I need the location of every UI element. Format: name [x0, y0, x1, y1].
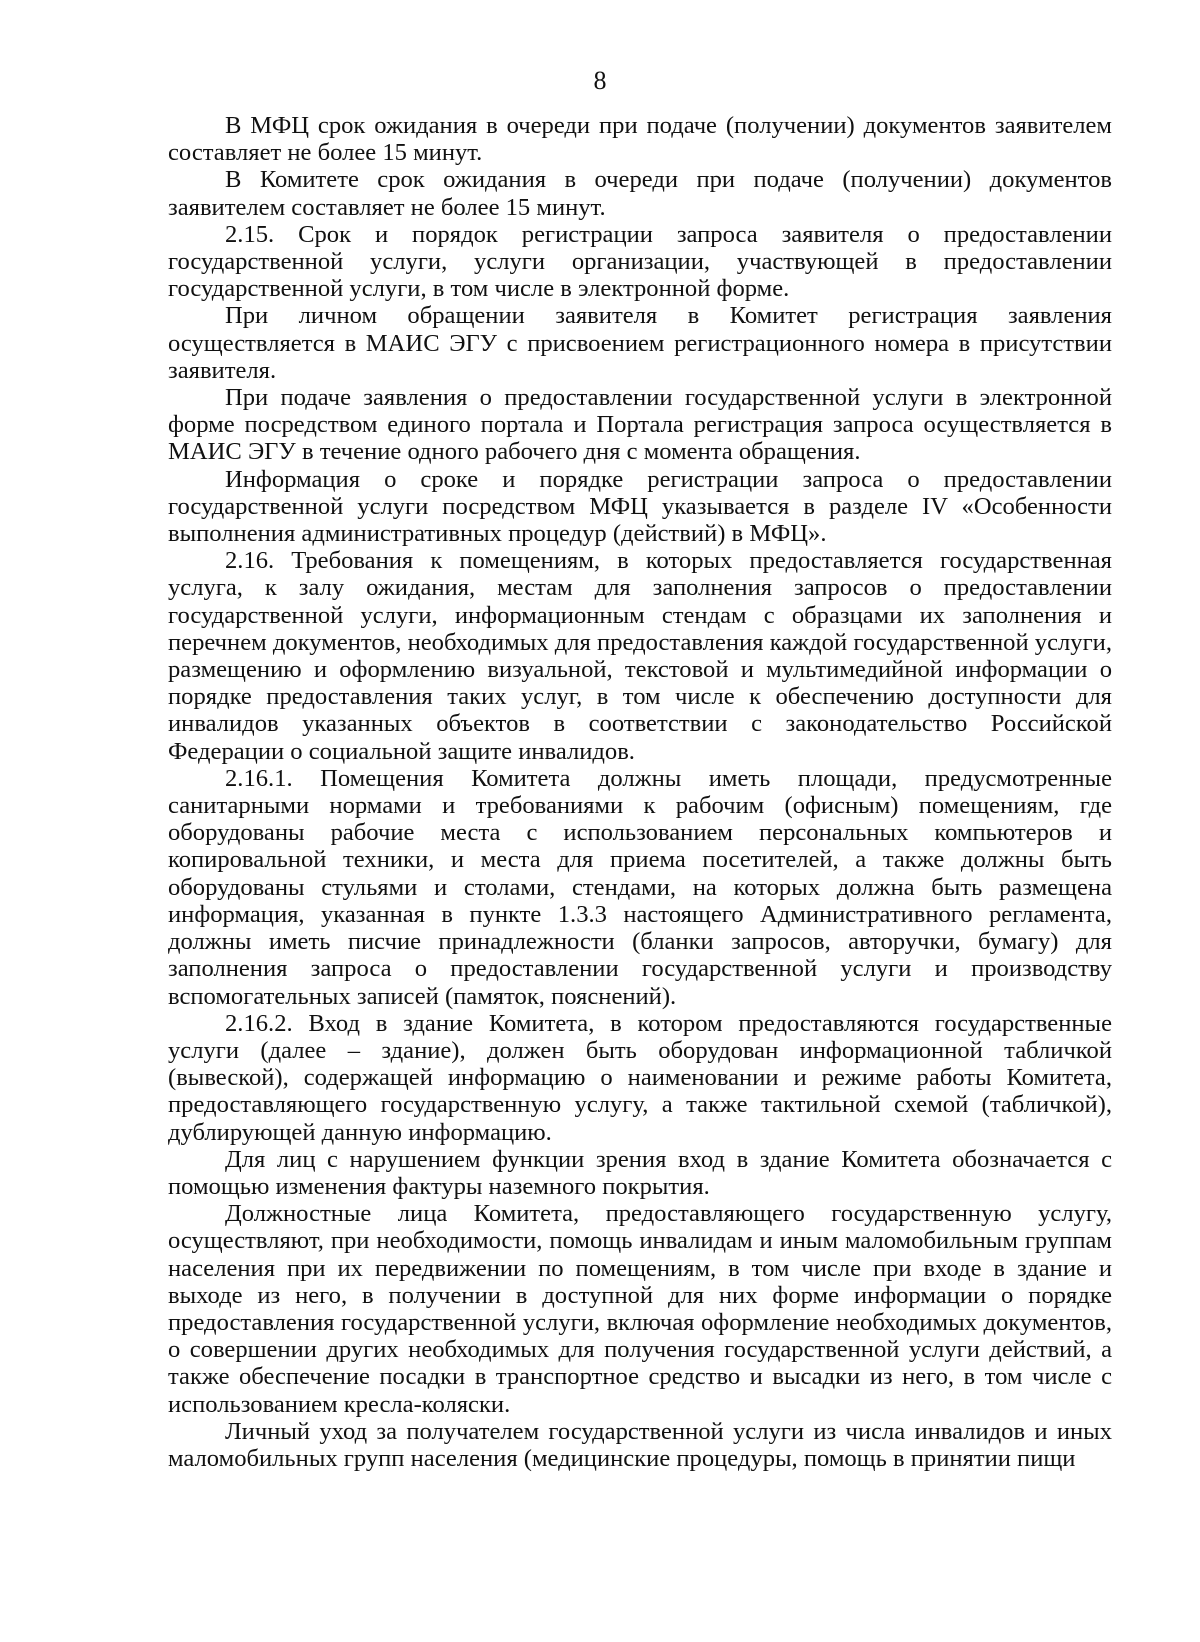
page-number: 8	[593, 66, 607, 95]
paragraph-2-16-heading: 2.16. Требования к помещениям, в которых предоставляется государственная услуга, к залу ожидания, местам для заполнения запросов о предоставлении государственной услуги, информационным стендам с образцами их заполнения и перечнем документов, необходимых для предоставления каждой государственной услуги, размещению и оформлению визуальной, текстовой и мультимедийной информации о порядке предоставления таких услуг, в том числе к обеспечению доступности для инвалидов указанных объектов в соответствии с законодательство Российской Федерации о социальной защите инвалидов.	[168, 547, 1112, 765]
paragraph-mfc-registration-info: Информация о сроке и порядке регистрации запроса о предоставлении государственной услуги посредством МФЦ указывается в разделе IV «Особенности выполнения административных процедур (действий) в МФЦ».	[168, 465, 1112, 548]
paragraph-2-16-1: 2.16.1. Помещения Комитета должны иметь площади, предусмотренные санитарными нормами и требованиями к рабочим (офисным) помещениям, где оборудованы рабочие места с использованием персональных компьютеров и копировальной техники, и места для приема посетителей, а также должны быть оборудованы стульями и столами, стендами, на которых должна быть размещена информация, указанная в пункте 1.3.3 настоящего Административного регламента, должны иметь писчие принадлежности (бланки запросов, авторучки, бумагу) для заполнения запроса о предоставлении государственной услуги и производству вспомогательных записей (памяток, пояснений).	[168, 764, 1112, 1010]
paragraph-committee-waiting-time: В Комитете срок ожидания в очереди при подаче (получении) документов заявителем составляет не более 15 минут.	[168, 166, 1112, 221]
paragraph-vision-impaired-entrance: Для лиц с нарушением функции зрения вход в здание Комитета обозначается с помощью изменения фактуры наземного покрытия.	[168, 1145, 1112, 1200]
paragraph-personal-registration: При личном обращении заявителя в Комитет регистрация заявления осуществляется в МАИС ЭГУ с присвоением регистрационного номера в присутствии заявителя.	[168, 302, 1112, 384]
paragraph-personal-care: Личный уход за получателем государственной услуги из числа инвалидов и иных маломобильных групп населения (медицинские процедуры, помощь в принятии пищи	[168, 1417, 1112, 1472]
paragraph-2-16-2: 2.16.2. Вход в здание Комитета, в котором предоставляются государственные услуги (далее – здание), должен быть оборудован информационной табличкой (вывеской), содержащей информацию о наименовании и режиме работы Комитета, предоставляющего государственную услугу, а также тактильной схемой (табличкой), дублирующей данную информацию.	[168, 1009, 1112, 1146]
document-body	[168, 112, 1112, 1472]
paragraph-mfc-waiting-time: В МФЦ срок ожидания в очереди при подаче (получении) документов заявителем составляет не более 15 минут.	[168, 112, 1112, 167]
paragraph-officials-assistance: Должностные лица Комитета, предоставляющего государственную услугу, осуществляют, при необходимости, помощь инвалидам и иным маломобильным группам населения при их передвижении по помещениям, в том числе при входе в здание и выходе из него, в получении в доступной для них форме информации о порядке предоставления государственной услуги, включая оформление необходимых документов, о совершении других необходимых для получения государственной услуги действий, а также обеспечение посадки в транспортное средство и высадки из него, в том числе с использованием кресла-коляски.	[168, 1200, 1112, 1418]
paragraph-electronic-registration: При подаче заявления о предоставлении государственной услуги в электронной форме посредством единого портала и Портала регистрация запроса осуществляется в МАИС ЭГУ в течение одного рабочего дня с момента обращения.	[168, 384, 1112, 466]
paragraph-2-15-heading: 2.15. Срок и порядок регистрации запроса заявителя о предоставлении государственной услуги, услуги организации, участвующей в предоставлении государственной услуги, в том числе в электронной форме.	[168, 220, 1112, 303]
